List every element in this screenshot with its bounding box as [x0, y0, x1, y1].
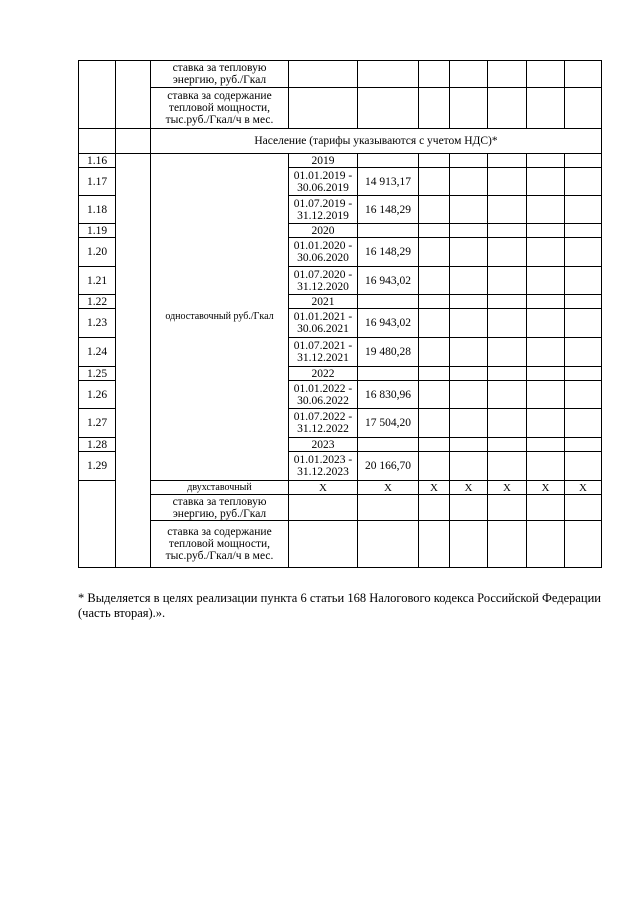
- table-row: [79, 495, 602, 521]
- empty-cell: [488, 196, 527, 224]
- empty-cell: [450, 452, 488, 481]
- empty-cell: [488, 409, 527, 438]
- empty-cell: [527, 267, 565, 295]
- two-rate-row: [79, 481, 602, 495]
- empty-cell: [450, 196, 488, 224]
- rate-heat-label: ставка за тепловую энергию, руб./Гкал: [151, 495, 289, 521]
- empty-cell: [419, 381, 450, 409]
- tariff-value: [358, 224, 419, 238]
- tariff-value: 16 943,02: [358, 309, 419, 338]
- tariff-value: [358, 438, 419, 452]
- not-applicable-mark: Х: [419, 481, 450, 495]
- empty-cell: [565, 452, 602, 481]
- empty-cell: [116, 61, 151, 129]
- not-applicable-mark: Х: [289, 481, 358, 495]
- empty-cell: [527, 309, 565, 338]
- not-applicable-mark: Х: [358, 481, 419, 495]
- empty-cell: [488, 438, 527, 452]
- empty-cell: [488, 309, 527, 338]
- tariff-value: [358, 295, 419, 309]
- empty-cell: [565, 495, 602, 521]
- empty-cell: [450, 367, 488, 381]
- period-cell: 01.07.2021 - 31.12.2021: [289, 338, 358, 367]
- two-rate-label: двухставочный: [151, 481, 289, 495]
- row-number: 1.21: [79, 267, 116, 295]
- empty-cell: [419, 196, 450, 224]
- tariff-value: 20 166,70: [358, 452, 419, 481]
- empty-cell: [527, 168, 565, 196]
- empty-cell: [488, 452, 527, 481]
- empty-cell: [419, 267, 450, 295]
- rate-heat-label: ставка за тепловую энергию, руб./Гкал: [151, 61, 289, 88]
- empty-cell: [488, 338, 527, 367]
- single-rate-label: одноставочный руб./Гкал: [151, 154, 289, 481]
- year-cell: 2019: [289, 154, 358, 168]
- empty-cell: [565, 224, 602, 238]
- empty-cell: [488, 267, 527, 295]
- row-number: 1.19: [79, 224, 116, 238]
- period-cell: 01.07.2022 - 31.12.2022: [289, 409, 358, 438]
- empty-cell: [358, 495, 419, 521]
- tariff-value: 16 943,02: [358, 267, 419, 295]
- row-number: 1.16: [79, 154, 116, 168]
- tariff-value: [358, 367, 419, 381]
- empty-cell: [565, 196, 602, 224]
- row-number: 1.25: [79, 367, 116, 381]
- empty-cell: [419, 309, 450, 338]
- row-number: 1.28: [79, 438, 116, 452]
- empty-cell: [450, 438, 488, 452]
- empty-cell: [527, 196, 565, 224]
- empty-cell: [450, 295, 488, 309]
- empty-cell: [527, 495, 565, 521]
- year-cell: 2020: [289, 224, 358, 238]
- empty-cell: [488, 521, 527, 568]
- empty-cell: [488, 381, 527, 409]
- tariff-table: [78, 60, 602, 568]
- tariff-value: 16 830,96: [358, 381, 419, 409]
- empty-cell: [419, 224, 450, 238]
- empty-cell: [79, 481, 116, 568]
- table-row: [79, 61, 602, 88]
- empty-cell: [450, 267, 488, 295]
- empty-cell: [527, 154, 565, 168]
- rate-capacity-label: ставка за содержание тепловой мощности, тыс.руб./Гкал/ч в мес.: [151, 88, 289, 129]
- section-header: Население (тарифы указываются с учетом НДС)*: [151, 129, 602, 154]
- not-applicable-mark: Х: [488, 481, 527, 495]
- period-cell: 01.01.2022 - 30.06.2022: [289, 381, 358, 409]
- tariff-value: 19 480,28: [358, 338, 419, 367]
- empty-cell: [488, 367, 527, 381]
- empty-cell: [527, 452, 565, 481]
- empty-cell: [565, 438, 602, 452]
- table-row: [79, 154, 602, 168]
- period-cell: 01.01.2023 - 31.12.2023: [289, 452, 358, 481]
- empty-cell: [450, 309, 488, 338]
- row-number: 1.29: [79, 452, 116, 481]
- empty-cell: [527, 367, 565, 381]
- footnote: * Выделяется в целях реализации пункта 6 статьи 168 Налогового кодекса Российской Федерации (часть вторая).».: [78, 591, 601, 620]
- empty-cell: [419, 367, 450, 381]
- empty-cell: [565, 267, 602, 295]
- tariff-value: [358, 154, 419, 168]
- period-cell: 01.07.2020 - 31.12.2020: [289, 267, 358, 295]
- empty-cell: [527, 224, 565, 238]
- empty-cell: [488, 495, 527, 521]
- period-cell: 01.01.2019 - 30.06.2019: [289, 168, 358, 196]
- empty-cell: [488, 224, 527, 238]
- tariff-value: 17 504,20: [358, 409, 419, 438]
- table-row: [79, 521, 602, 568]
- row-number: 1.27: [79, 409, 116, 438]
- empty-cell: [116, 154, 151, 568]
- empty-cell: [450, 409, 488, 438]
- empty-cell: [450, 224, 488, 238]
- empty-cell: [450, 381, 488, 409]
- table-row: [79, 88, 602, 129]
- empty-cell: [289, 521, 358, 568]
- empty-cell: [419, 295, 450, 309]
- empty-cell: [565, 154, 602, 168]
- period-cell: 01.01.2021 - 30.06.2021: [289, 309, 358, 338]
- empty-cell: [419, 154, 450, 168]
- row-number: 1.23: [79, 309, 116, 338]
- empty-cell: [565, 521, 602, 568]
- empty-cell: [450, 338, 488, 367]
- tariff-value: 16 148,29: [358, 238, 419, 267]
- empty-cell: [527, 521, 565, 568]
- empty-cell: [419, 168, 450, 196]
- year-cell: 2023: [289, 438, 358, 452]
- not-applicable-mark: Х: [450, 481, 488, 495]
- empty-cell: [488, 168, 527, 196]
- not-applicable-mark: Х: [565, 481, 602, 495]
- empty-cell: [565, 295, 602, 309]
- empty-cell: [419, 521, 450, 568]
- empty-cell: [565, 309, 602, 338]
- empty-cell: [527, 381, 565, 409]
- tariff-value: 14 913,17: [358, 168, 419, 196]
- empty-cell: [488, 295, 527, 309]
- empty-cell: [419, 238, 450, 267]
- empty-cell: [527, 338, 565, 367]
- empty-cell: [565, 409, 602, 438]
- empty-cell: [488, 238, 527, 267]
- empty-cell: [527, 409, 565, 438]
- empty-cell: [419, 438, 450, 452]
- empty-cell: [450, 154, 488, 168]
- empty-cell: [419, 495, 450, 521]
- tariff-table-body: [79, 61, 602, 568]
- period-cell: 01.01.2020 - 30.06.2020: [289, 238, 358, 267]
- empty-cell: [450, 495, 488, 521]
- row-number: 1.20: [79, 238, 116, 267]
- row-number: 1.17: [79, 168, 116, 196]
- empty-cell: [450, 168, 488, 196]
- section-header-row: [79, 129, 602, 154]
- period-cell: 01.07.2019 - 31.12.2019: [289, 196, 358, 224]
- empty-cell: [565, 367, 602, 381]
- empty-cell: [450, 238, 488, 267]
- empty-cell: [565, 338, 602, 367]
- empty-cell: [450, 521, 488, 568]
- empty-cell: [565, 238, 602, 267]
- empty-cell: [527, 438, 565, 452]
- empty-cell: [289, 495, 358, 521]
- row-number: 1.26: [79, 381, 116, 409]
- year-cell: 2021: [289, 295, 358, 309]
- empty-cell: [419, 452, 450, 481]
- empty-cell: [565, 168, 602, 196]
- empty-cell: [419, 338, 450, 367]
- empty-cell: [527, 295, 565, 309]
- empty-cell: [565, 381, 602, 409]
- row-number: 1.22: [79, 295, 116, 309]
- empty-cell: [358, 521, 419, 568]
- empty-cell: [79, 61, 116, 129]
- rate-capacity-label: ставка за содержание тепловой мощности, тыс.руб./Гкал/ч в мес.: [151, 521, 289, 568]
- row-number: 1.18: [79, 196, 116, 224]
- empty-cell: [419, 409, 450, 438]
- not-applicable-mark: Х: [527, 481, 565, 495]
- year-cell: 2022: [289, 367, 358, 381]
- tariff-value: 16 148,29: [358, 196, 419, 224]
- empty-cell: [488, 154, 527, 168]
- empty-cell: [527, 238, 565, 267]
- row-number: 1.24: [79, 338, 116, 367]
